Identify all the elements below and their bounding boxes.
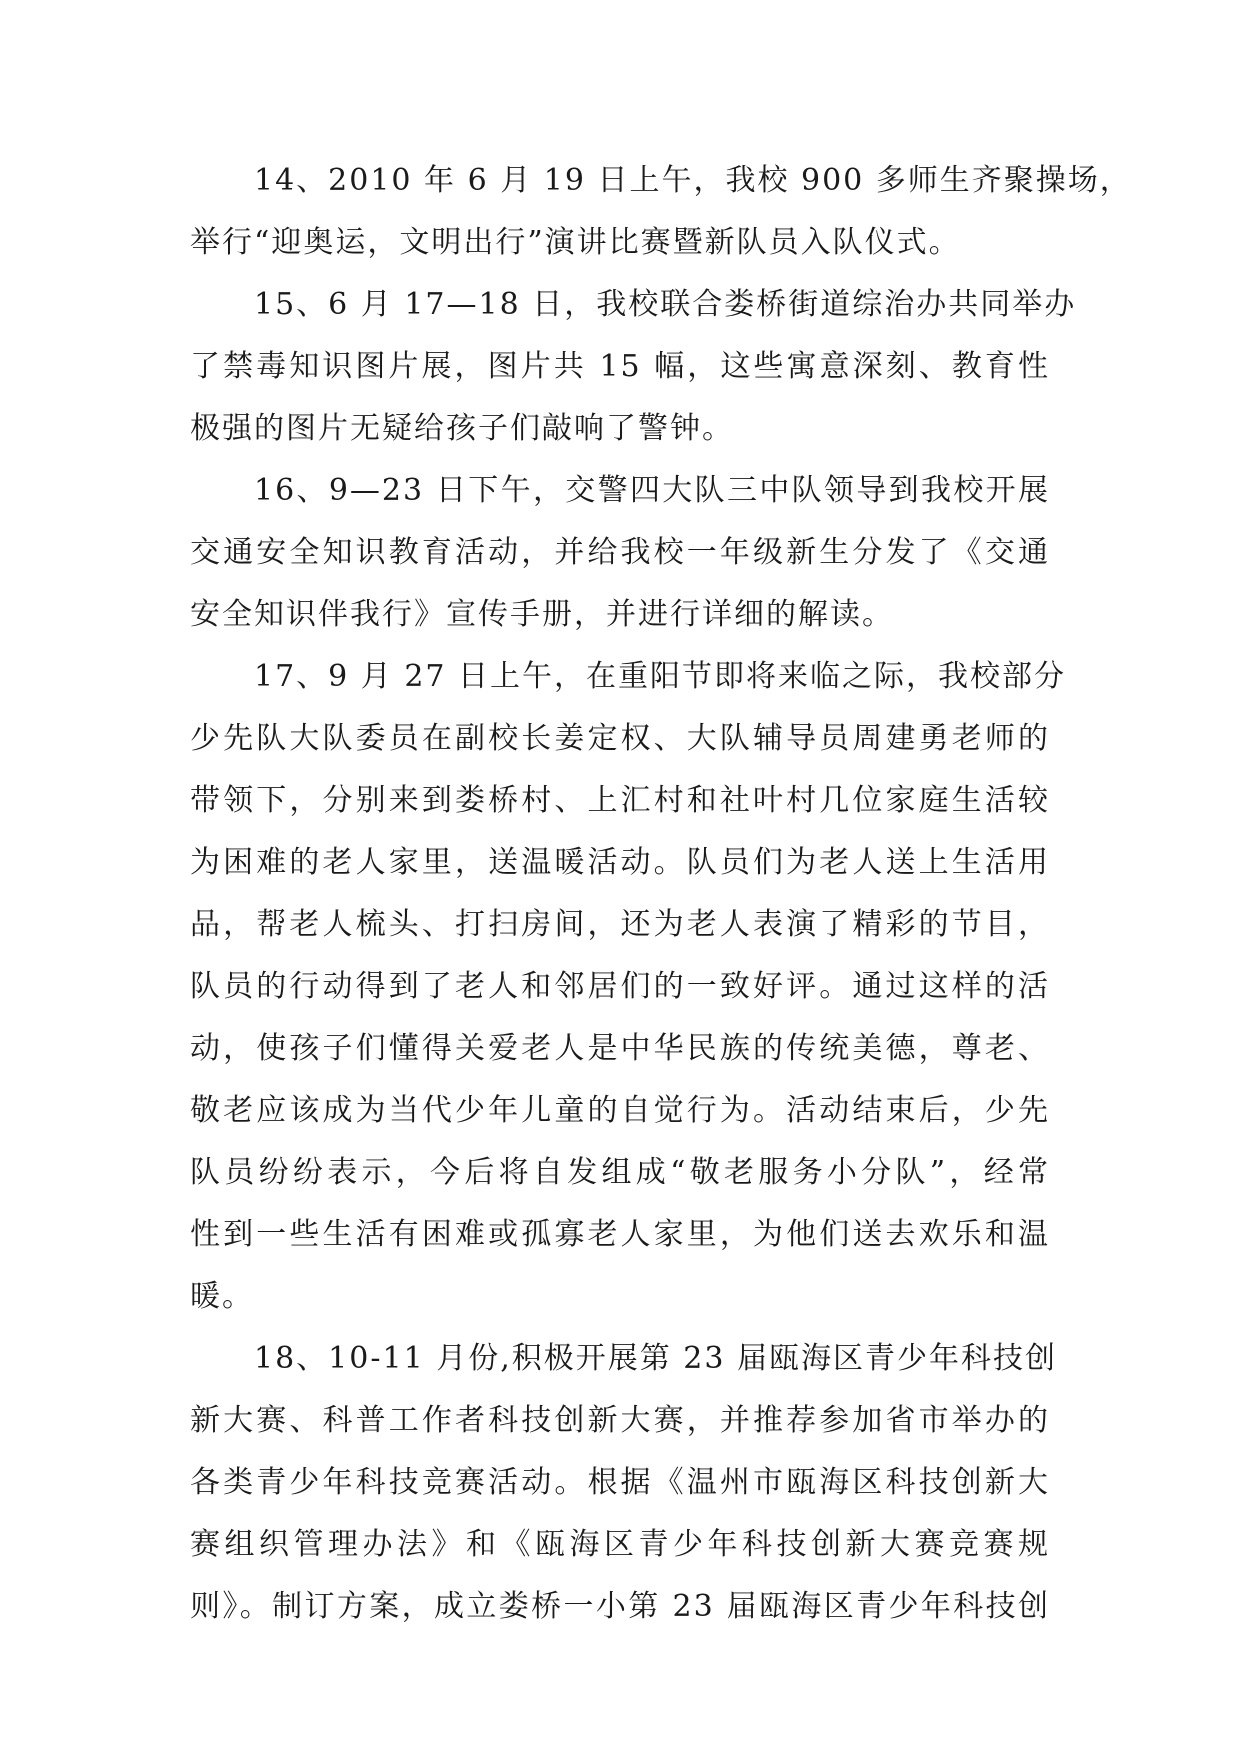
text-line: 暖。 [190,1279,254,1314]
text-line: 16、9—23 日下午，交警四大队三中队领导到我校开展 [254,473,1050,508]
text-line: 敬老应该成为当代少年儿童的自觉行为。活动结束后，少先 [190,1093,1050,1128]
text-line: 新大赛、科普工作者科技创新大赛，并推荐参加省市举办的 [190,1403,1050,1438]
text-line: 为困难的老人家里，送温暖活动。队员们为老人送上生活用 [190,845,1050,880]
paragraph-17 [190,646,1067,1328]
paragraph-18 [190,1328,1057,1638]
text-line: 了禁毒知识图片展，图片共 15 幅，这些寓意深刻、教育性 [190,349,1050,384]
text-line: 极强的图片无疑给孩子们敲响了警钟。 [190,411,734,446]
text-line: 则》。制订方案，成立娄桥一小第 23 届瓯海区青少年科技创 [190,1589,1050,1624]
paragraph-14 [190,150,1132,274]
text-line: 17、9 月 27 日上午，在重阳节即将来临之际，我校部分 [254,659,1067,694]
text-line: 各类青少年科技竞赛活动。根据《温州市瓯海区科技创新大 [190,1465,1050,1500]
text-line: 15、6 月 17—18 日，我校联合娄桥街道综治办共同举办 [254,287,1077,322]
text-line: 动，使孩子们懂得关爱老人是中华民族的传统美德，尊老、 [190,1031,1050,1066]
text-line: 14、2010 年 6 月 19 日上午，我校 900 多师生齐聚操场， [254,163,1132,198]
text-line: 带领下，分别来到娄桥村、上汇村和社叶村几位家庭生活较 [190,783,1050,818]
text-line: 队员纷纷表示，今后将自发组成“敬老服务小分队”，经常 [190,1155,1050,1190]
text-line: 少先队大队委员在副校长姜定权、大队辅导员周建勇老师的 [190,721,1050,756]
text-line: 性到一些生活有困难或孤寡老人家里，为他们送去欢乐和温 [190,1217,1050,1252]
text-line: 交通安全知识教育活动，并给我校一年级新生分发了《交通 [190,535,1050,570]
text-line: 队员的行动得到了老人和邻居们的一致好评。通过这样的活 [190,969,1050,1004]
text-line: 赛组织管理办法》和《瓯海区青少年科技创新大赛竞赛规 [190,1527,1050,1562]
text-line: 18、10-11 月份,积极开展第 23 届瓯海区青少年科技创 [254,1341,1057,1376]
paragraph-16 [190,460,1050,646]
paragraph-15 [190,274,1077,460]
text-line: 品，帮老人梳头、打扫房间，还为老人表演了精彩的节目， [190,907,1050,942]
document-page [190,150,1132,1638]
text-line: 安全知识伴我行》宣传手册，并进行详细的解读。 [190,597,894,632]
text-line: 举行“迎奥运，文明出行”演讲比赛暨新队员入队仪式。 [190,225,961,260]
